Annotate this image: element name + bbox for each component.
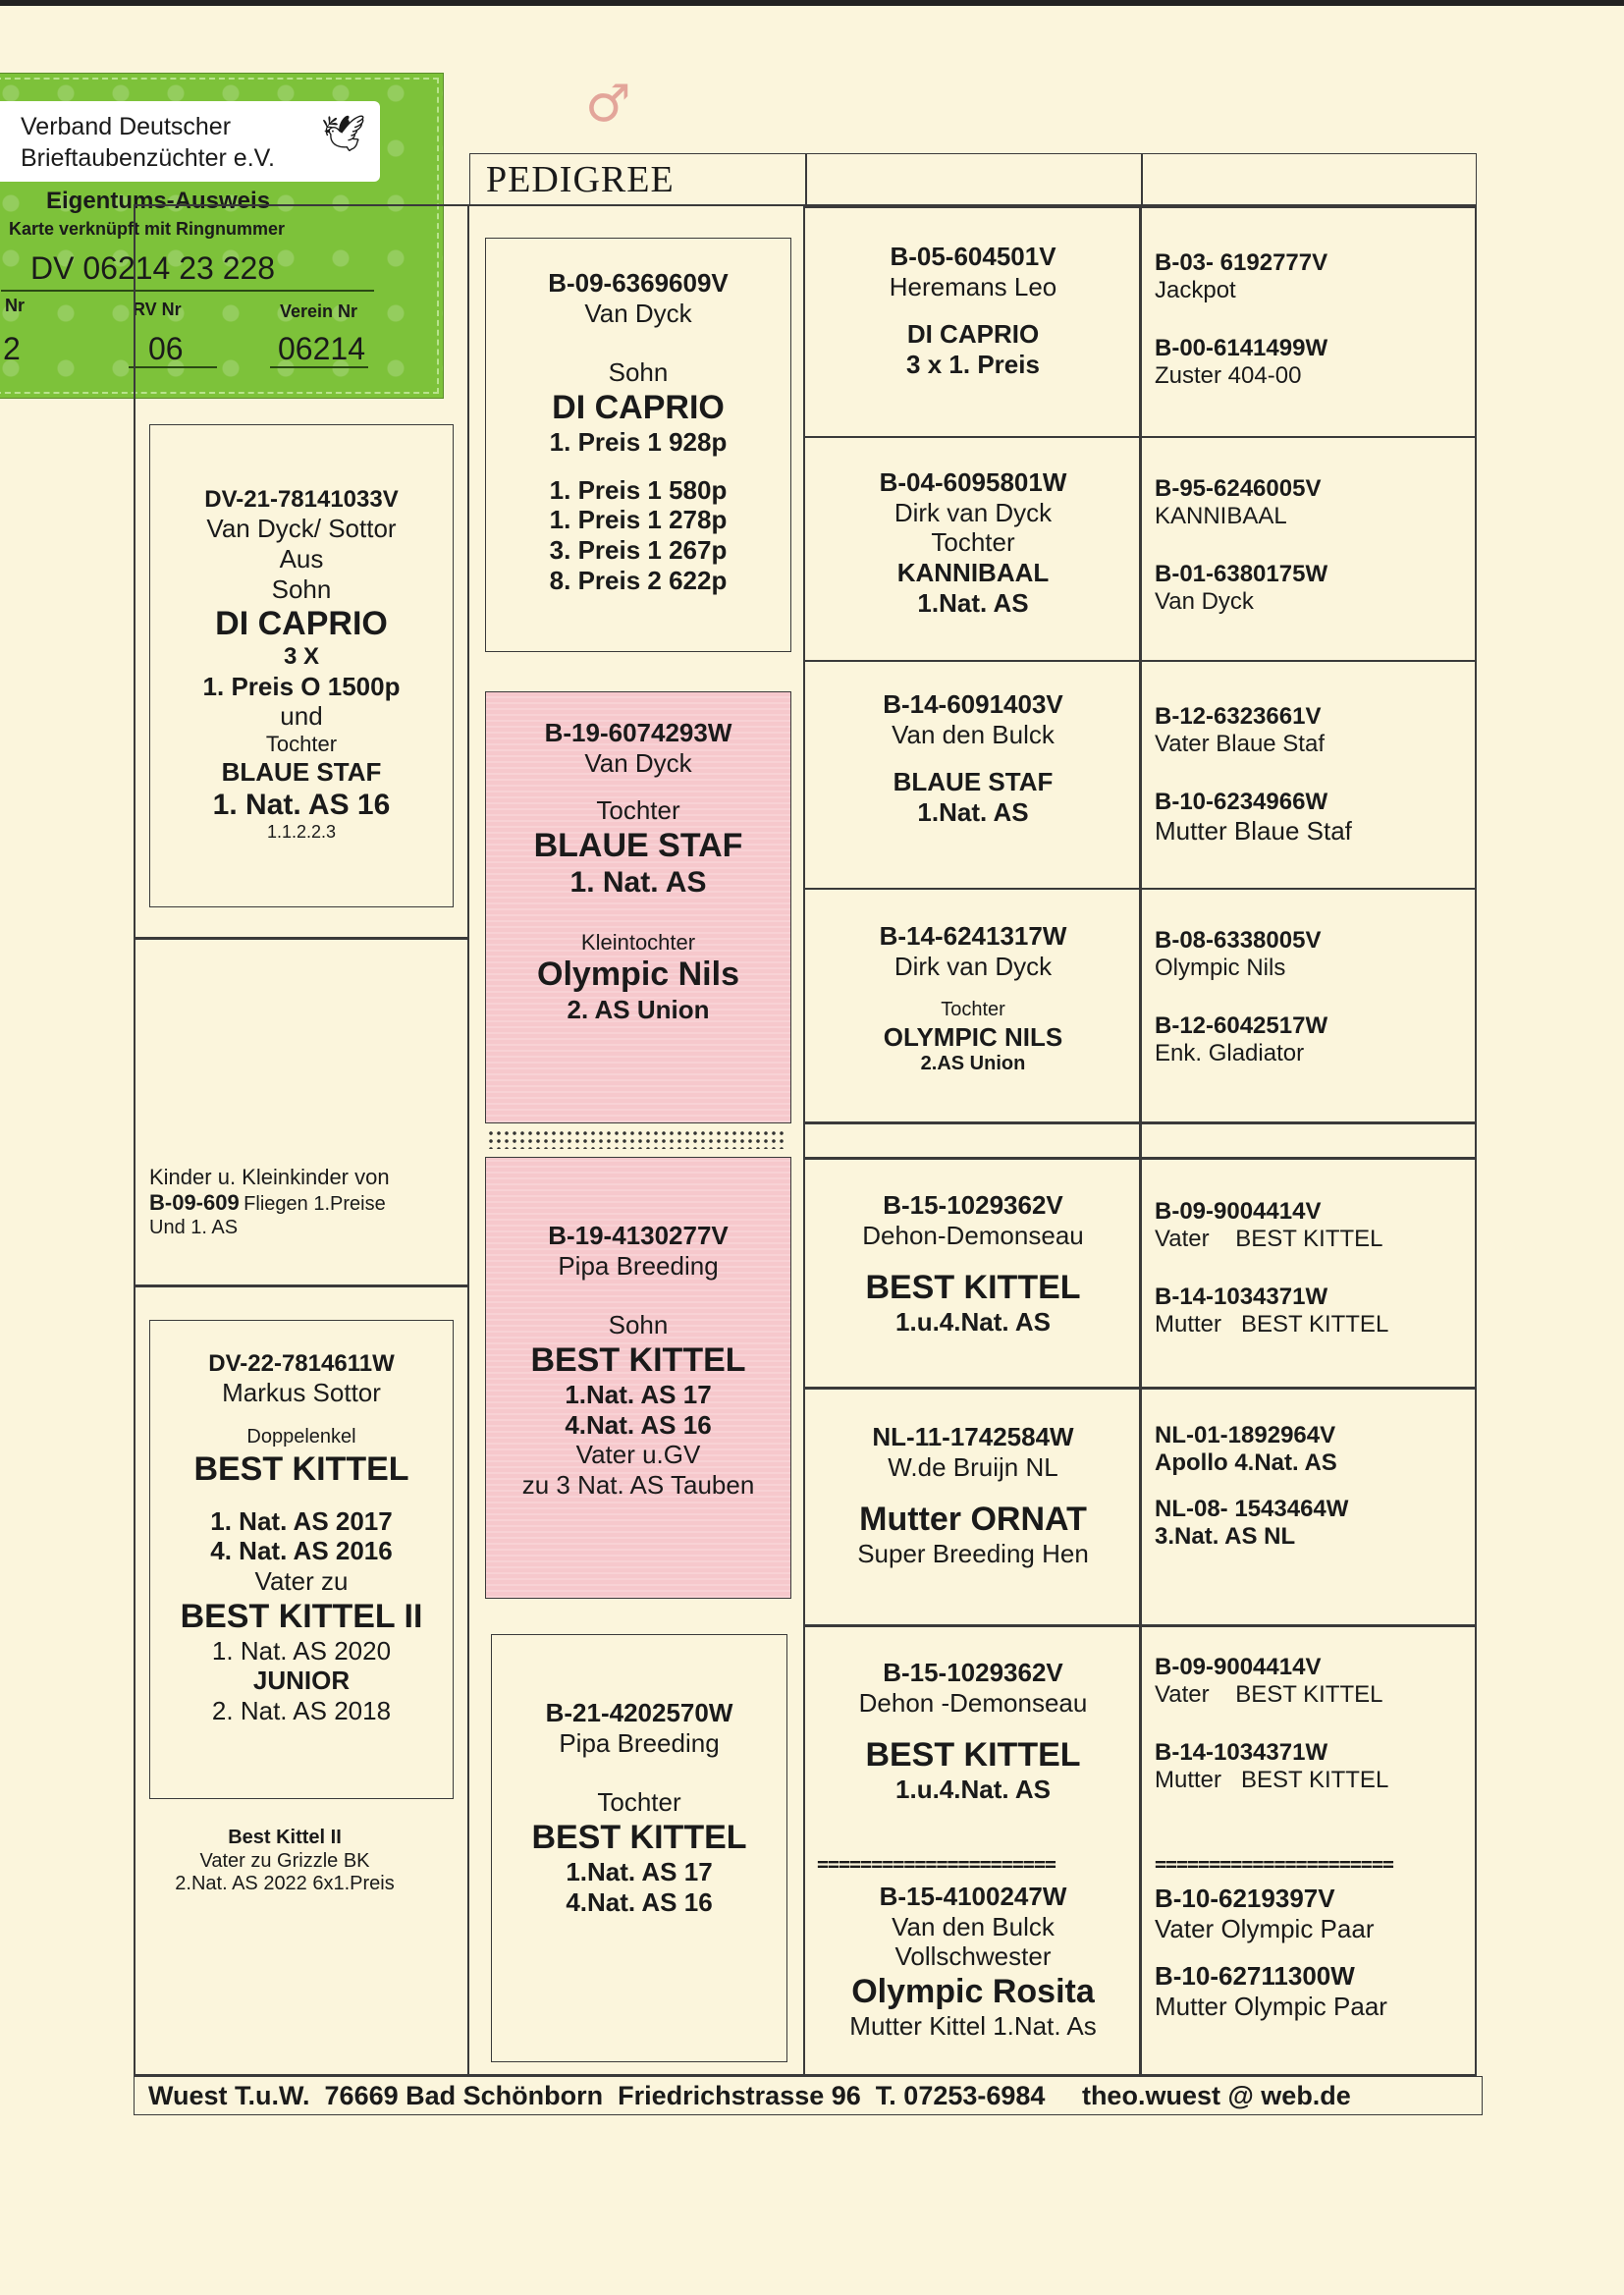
- footer-email[interactable]: theo.wuest @ web.de: [1081, 2081, 1351, 2110]
- scan-top-edge: [0, 0, 1624, 6]
- ggp-5-ring: B-15-1029362V: [883, 1190, 1063, 1220]
- ggp-1-spacer: [807, 301, 1139, 319]
- dotted-separator: [487, 1129, 785, 1149]
- ggp-5-breeder: Dehon-Demonseau: [862, 1220, 1084, 1250]
- ggp-1-breeder: Heremans Leo: [889, 271, 1057, 301]
- ggp-box-8: [807, 1882, 1139, 2042]
- gggp-3-ring-1: B-12-6323661V: [1155, 703, 1322, 730]
- ggp-1-title: 3 x 1. Preis: [906, 350, 1040, 380]
- header-pedigree: [469, 153, 807, 206]
- ggp-3-ring: B-14-6091403V: [883, 689, 1063, 719]
- footer-street: Friedrichstrasse 96: [618, 2081, 861, 2110]
- gggp-8-name-1: Vater Olympic Paar: [1155, 1913, 1375, 1943]
- offspring-line-2: [149, 1190, 463, 1217]
- gggp-1-name-2: Zuster 404-00: [1155, 361, 1302, 389]
- male-symbol-icon: ♂: [585, 75, 631, 134]
- gggp-7-ring-1: B-09-9004414V: [1155, 1654, 1322, 1680]
- gggp-7-spacer: [1155, 1710, 1469, 1739]
- gp-fm-spacer: [486, 778, 790, 795]
- sire-breeder: Van Dyck/ Sottor: [206, 514, 397, 544]
- gggp-6-ring-2: NL-08- 1543464W: [1155, 1495, 1349, 1522]
- ggp-4-name: OLYMPIC NILS: [883, 1021, 1063, 1052]
- ggp-6-title: Super Breeding Hen: [857, 1539, 1089, 1569]
- offspring-line-1: Kinder u. Kleinkinder von: [149, 1165, 390, 1189]
- offspring-flights: Fliegen 1.Preise: [244, 1192, 386, 1215]
- gggp-2-ring-1: B-95-6246005V: [1155, 475, 1322, 502]
- gggp-1-name-1: Jackpot: [1155, 277, 1236, 304]
- gggp-4-name-1: Olympic Nils: [1155, 955, 1286, 982]
- gp-fm-line-kleintochter: Kleintochter: [580, 929, 696, 955]
- ggp-6-breeder: W.de Bruijn NL: [888, 1451, 1058, 1482]
- row-rule-4b: [805, 1157, 1477, 1160]
- gggp-3-name-1: Vater Blaue Staf: [1155, 731, 1325, 758]
- ggp-box-5: [807, 1190, 1139, 1338]
- row-rule-3: [805, 888, 1477, 890]
- gggp-box-8: [1155, 1884, 1469, 2022]
- ggp-7-separator: ======================: [817, 1852, 1056, 1876]
- gggp-2-name-2: Van Dyck: [1155, 587, 1254, 615]
- gggp-3-name-2: Mutter Blaue Staf: [1155, 815, 1352, 846]
- col1-rule-2: [134, 1284, 467, 1287]
- card-org-line2: Brieftaubenzüchter e.V.: [21, 144, 275, 172]
- ggp-6-ring: NL-11-1742584W: [872, 1422, 1074, 1451]
- ggp-3-name: BLAUE STAF: [893, 767, 1054, 797]
- ggp-7-breeder: Dehon -Demonseau: [858, 1687, 1088, 1718]
- dam-achievement-4: 2. Nat. AS 2018: [211, 1696, 392, 1726]
- gp-fm-breeder: Van Dyck: [584, 747, 692, 778]
- ggp-8-title: Mutter Kittel 1.Nat. As: [849, 2011, 1097, 2042]
- card-label-rv: RV Nr: [133, 300, 182, 319]
- ggp-5-name: BEST KITTEL: [865, 1269, 1081, 1307]
- ggp-box-1: [807, 242, 1139, 380]
- gp-mf-line-vater: Vater u.GV: [575, 1440, 701, 1470]
- gggp-5-ring-1: B-09-9004414V: [1155, 1198, 1322, 1225]
- ggp-7-spacer: [807, 1718, 1139, 1735]
- card-label-nr: Nr: [5, 296, 26, 315]
- gggp-box-4: [1155, 927, 1469, 1067]
- ggp-4-line: Tochter: [941, 999, 1005, 1021]
- ggp-1-ring: B-05-604501V: [890, 242, 1056, 271]
- dam-line-vater-zu: Vater zu: [254, 1566, 349, 1597]
- gp-fm-relative-name: BLAUE STAF: [533, 827, 743, 865]
- gggp-8-ring-2: B-10-62711300W: [1155, 1961, 1355, 1992]
- gggp-4-name-2: Enk. Gladiator: [1155, 1039, 1305, 1066]
- gggp-5-name-2: Mutter BEST KITTEL: [1155, 1310, 1389, 1338]
- ggp-2-breeder: Dirk van Dyck: [893, 497, 1053, 527]
- pigeon-logo-icon: 🕊: [321, 114, 366, 154]
- gp-fm-title-2: 2. AS Union: [567, 994, 710, 1024]
- gggp-box-7: [1155, 1654, 1469, 1794]
- card-subtitle: Karte verknüpft mit Ringnummer: [9, 219, 286, 239]
- gp-ff-prize-5: 8. Preis 2 622p: [549, 565, 728, 595]
- dam-note: [137, 1827, 432, 1896]
- card-title: Eigentums-Ausweis: [46, 188, 271, 214]
- gp-ff-spacer-2: [486, 458, 790, 475]
- gp-ff-prize-2: 1. Preis 1 580p: [549, 474, 728, 505]
- gggp-1-spacer: [1155, 305, 1469, 335]
- gp-mm-relative-name: BEST KITTEL: [531, 1819, 747, 1857]
- gggp-box-5: [1155, 1198, 1469, 1339]
- gggp-box-1: [1155, 249, 1469, 390]
- ggp-8-name: Olympic Rosita: [851, 1973, 1095, 2011]
- gggp-2-name-1: KANNIBAAL: [1155, 503, 1287, 530]
- offspring-ring: B-09-609: [149, 1189, 240, 1215]
- gp-mm-ring: B-21-4202570W: [545, 1698, 733, 1727]
- gp-ff-ring: B-09-6369609V: [548, 268, 729, 298]
- gggp-6-name-1: Apollo 4.Nat. AS: [1155, 1449, 1337, 1477]
- ggp-8-ring: B-15-4100247W: [879, 1882, 1067, 1911]
- gggp-5-spacer: [1155, 1254, 1469, 1284]
- row-rule-6: [805, 1624, 1477, 1627]
- gp-mm-spacer: [492, 1758, 786, 1787]
- gggp-8-spacer: [1155, 1943, 1469, 1961]
- gp-ff-prize-3: 1. Preis 1 278p: [549, 505, 728, 535]
- sire-line-tochter: Tochter: [265, 732, 338, 757]
- ggp-2-name: KANNIBAAL: [896, 558, 1050, 588]
- dam-achievement-1: 1. Nat. AS 2017: [210, 1505, 393, 1536]
- gp-ff-prize-1: 1. Preis 1 928p: [549, 427, 728, 458]
- gp-mf-achievement-2: 4.Nat. AS 16: [565, 1409, 712, 1440]
- gp-mm-line-tochter: Tochter: [597, 1787, 681, 1818]
- dam-relative-name: BEST KITTEL: [193, 1449, 409, 1488]
- gggp-5-ring-2: B-14-1034371W: [1155, 1283, 1328, 1310]
- sire-relative-name: DI CAPRIO: [215, 605, 388, 643]
- gp-ff-line-sohn: Sohn: [608, 357, 669, 388]
- offspring-line-3: Und 1. AS: [149, 1216, 239, 1238]
- dam-spacer: [150, 1408, 453, 1426]
- dam-note-line-3: 2.Nat. AS 2022 6x1.Preis: [175, 1873, 395, 1895]
- ggp-box-3: [807, 689, 1139, 828]
- ggp-6-spacer: [807, 1482, 1139, 1500]
- gp-mm-achievement-1: 1.Nat. AS 17: [566, 1857, 713, 1887]
- sire-relative-name-2: BLAUE STAF: [221, 757, 382, 788]
- ggp-6-name: Mutter ORNAT: [859, 1501, 1087, 1539]
- dam-breeder: Markus Sottor: [222, 1378, 381, 1408]
- ggp-3-title: 1.Nat. AS: [917, 797, 1029, 828]
- grandsire-maternal-box: [485, 1157, 791, 1599]
- sire-box: [149, 424, 454, 907]
- dam-line-junior: JUNIOR: [252, 1666, 351, 1696]
- ggp-4-breeder: Dirk van Dyck: [893, 951, 1053, 981]
- ggp-8-line: Vollschwester: [894, 1941, 1052, 1972]
- ggp-3-breeder: Van den Bulck: [892, 719, 1055, 749]
- gp-mm-achievement-2: 4.Nat. AS 16: [566, 1886, 713, 1917]
- gp-ff-breeder: Van Dyck: [584, 298, 692, 328]
- gggp-6-name-2: 3.Nat. AS NL: [1155, 1522, 1296, 1550]
- card-ring-number: DV 06214 23 228: [30, 250, 276, 286]
- divider-col1: [467, 204, 469, 2076]
- card-label-verein: Verein Nr: [280, 301, 358, 321]
- ggp-2-title: 1.Nat. AS: [917, 587, 1029, 618]
- gggp-7-name-1: Vater BEST KITTEL: [1155, 1681, 1383, 1709]
- sire-line-sohn: Sohn: [271, 574, 332, 604]
- footer-bar: [134, 2076, 1483, 2115]
- dam-spacer-2: [150, 1489, 453, 1506]
- ggp-8-breeder: Van den Bulck: [892, 1911, 1055, 1941]
- ggp-4-spacer: [807, 981, 1139, 999]
- gggp-6-ring-1: NL-01-1892964V: [1155, 1422, 1336, 1448]
- footer-line: [148, 2081, 1351, 2111]
- dam-achievement-3: 1. Nat. AS 2020: [211, 1635, 392, 1666]
- dam-note-line-2: Vater zu Grizzle BK: [199, 1849, 370, 1872]
- sire-line-und: und: [280, 701, 323, 732]
- card-value-verein: 06214: [278, 331, 365, 366]
- gggp-3-ring-2: B-10-6234966W: [1155, 788, 1328, 815]
- gp-ff-spacer: [486, 328, 790, 357]
- gp-mf-breeder: Pipa Breeding: [558, 1250, 719, 1281]
- ggp-box-7: [807, 1658, 1139, 1805]
- ggp-2-ring: B-04-6095801W: [879, 467, 1067, 497]
- ggp-1-name: DI CAPRIO: [906, 319, 1040, 350]
- gp-mm-breeder: Pipa Breeding: [559, 1727, 720, 1758]
- sire-line-aus: Aus: [279, 543, 324, 574]
- footer-name: Wuest T.u.W.: [148, 2081, 310, 2110]
- gp-fm-ring: B-19-6074293W: [544, 718, 732, 747]
- ggp-4-ring: B-14-6241317W: [879, 921, 1067, 951]
- ggp-box-6: [807, 1422, 1139, 1569]
- dam-achievement-2: 4. Nat. AS 2016: [210, 1536, 393, 1566]
- row-rule-1: [805, 436, 1477, 438]
- ggp-7-name: BEST KITTEL: [865, 1736, 1081, 1775]
- col1-rule-1: [134, 937, 467, 940]
- gggp-4-ring-2: B-12-6042517W: [1155, 1011, 1328, 1039]
- gggp-8-name-2: Mutter Olympic Paar: [1155, 1992, 1387, 2022]
- divider-col3: [1139, 204, 1142, 2076]
- ggp-4-title: 2.AS Union: [920, 1052, 1026, 1074]
- sire-title: 1. Nat. AS 16: [212, 788, 391, 821]
- gggp-2-spacer: [1155, 531, 1469, 561]
- ggp-box-4: [807, 921, 1139, 1075]
- gp-ff-prize-4: 3. Preis 1 267p: [549, 535, 728, 566]
- divider-col2: [803, 204, 805, 2076]
- gggp-4-ring-1: B-08-6338005V: [1155, 927, 1322, 954]
- footer-city: 76669 Bad Schönborn: [324, 2081, 604, 2110]
- gggp-7-name-2: Mutter BEST KITTEL: [1155, 1766, 1389, 1793]
- gggp-3-spacer: [1155, 759, 1469, 789]
- dam-relative-name-2: BEST KITTEL II: [180, 1597, 423, 1635]
- gp-fm-relative-name-2: Olympic Nils: [537, 956, 739, 994]
- dam-line-doppelenkel: Doppelenkel: [246, 1425, 356, 1448]
- gggp-box-6: [1155, 1422, 1469, 1551]
- gp-fm-spacer-2: [486, 901, 790, 930]
- ggp-7-title: 1.u.4.Nat. AS: [895, 1775, 1051, 1805]
- ggp-7-ring: B-15-1029362V: [883, 1658, 1063, 1687]
- gp-mf-ring: B-19-4130277V: [548, 1221, 729, 1250]
- gggp-7-ring-2: B-14-1034371W: [1155, 1738, 1328, 1766]
- ggp-3-spacer: [807, 749, 1139, 767]
- gggp-8-ring-1: B-10-6219397V: [1155, 1884, 1335, 1913]
- gggp-1-ring-1: B-03- 6192777V: [1155, 249, 1328, 276]
- grandsire-paternal-box: [485, 238, 791, 652]
- gggp-1-ring-2: B-00-6141499W: [1155, 334, 1328, 361]
- gp-mf-line-sohn: Sohn: [608, 1310, 669, 1340]
- gp-fm-line-tochter: Tochter: [596, 795, 680, 826]
- ggp-5-spacer: [807, 1250, 1139, 1268]
- dam-ring: DV-22-7814611W: [208, 1350, 395, 1377]
- gp-fm-title: 1. Nat. AS: [569, 866, 707, 900]
- gggp-box-3: [1155, 703, 1469, 847]
- sire-prize: 1. Preis O 1500p: [202, 671, 401, 701]
- granddam-maternal-box: [491, 1634, 787, 2062]
- gp-mf-achievement-1: 1.Nat. AS 17: [565, 1380, 712, 1410]
- gggp-box-2: [1155, 475, 1469, 616]
- ggp-box-2: [807, 467, 1139, 618]
- gggp-4-spacer: [1155, 983, 1469, 1012]
- granddam-paternal-box: [485, 691, 791, 1123]
- ggp-2-line: Tochter: [931, 527, 1015, 558]
- row-rule-4: [805, 1121, 1477, 1124]
- card-value-nr: 2: [3, 331, 21, 366]
- gp-mf-line-tauben: zu 3 Nat. AS Tauben: [521, 1470, 755, 1501]
- card-value-rv: 06: [148, 331, 184, 366]
- gggp-7-separator: ======================: [1155, 1852, 1393, 1876]
- ggp-5-title: 1.u.4.Nat. AS: [895, 1307, 1051, 1338]
- gggp-6-spacer: [1155, 1478, 1469, 1496]
- header-col3: [805, 153, 1143, 206]
- offspring-note: [149, 1165, 463, 1239]
- header-col4: [1141, 153, 1477, 206]
- page-title: PEDIGREE: [486, 159, 675, 200]
- gp-mf-relative-name: BEST KITTEL: [530, 1341, 746, 1380]
- sire-ring: DV-21-78141033V: [204, 486, 399, 513]
- sire-line-3x: 3 X: [283, 643, 320, 671]
- dam-note-line-1: Best Kittel II: [228, 1827, 342, 1848]
- card-org-line1: Verband Deutscher: [21, 113, 232, 140]
- row-rule-5: [805, 1387, 1477, 1390]
- footer-phone: T. 07253-6984: [875, 2081, 1046, 2110]
- row-rule-2: [805, 660, 1477, 662]
- gp-mf-spacer: [486, 1281, 790, 1310]
- dam-box: [149, 1320, 454, 1799]
- gggp-5-name-1: Vater BEST KITTEL: [1155, 1226, 1383, 1253]
- gp-ff-relative-name: DI CAPRIO: [552, 389, 725, 427]
- sire-results: 1.1.2.2.3: [266, 822, 337, 843]
- gggp-2-ring-2: B-01-6380175W: [1155, 560, 1328, 587]
